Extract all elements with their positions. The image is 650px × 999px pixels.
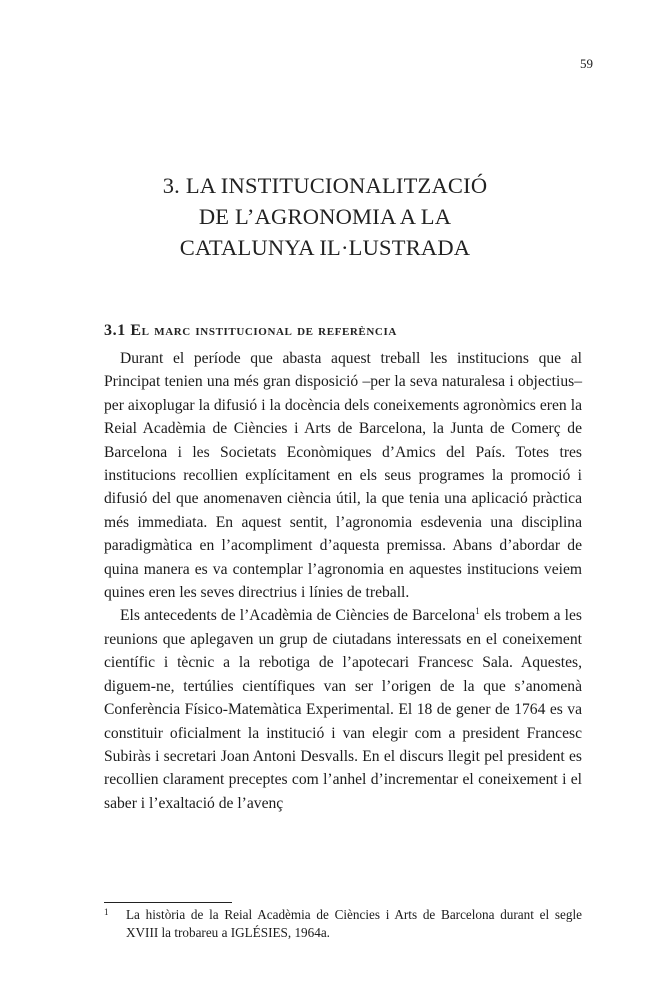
chapter-title xyxy=(0,170,650,263)
paragraph-1: Durant el període que abasta aquest treball les institucions que al Principat tenien una més gran disposició –per la seva naturalesa i objectius– per aixoplugar la difusió i la docència dels coneixements agronòmics eren la Reial Acadèmia de Ciències i Arts de Barcelona, la Junta de Comerç de Barcelona i les Societats Econòmiques d’Amics del País. Totes tres institucions recollien explícitament en els seus programes la promoció i difusió del que anomenaven ciència útil, la que tenia una aplicació pràctica més immediata. En aquest sentit, l’agronomia esdevenia una disciplina paradigmàtica en l’acompliment d’aquesta premissa. Abans d’abordar de quina manera es va contemplar l’agronomia en aquestes institucions veiem quines eren les seves directrius i línies de treball. xyxy=(104,350,582,602)
footnote-divider xyxy=(104,902,232,903)
footnote-reference: 1 xyxy=(475,606,480,617)
chapter-title-line-1: 3. LA INSTITUCIONALITZACIÓ xyxy=(162,173,488,198)
footnote-text: La història de la Reial Acadèmia de Ciències i Arts de Barcelona durant el segle XVIII la trobareu a IGLÉSIES, 1964a. xyxy=(126,907,582,940)
footnote-number: 1 xyxy=(104,907,109,917)
paragraph-2-start: Els antecedents de l’Acadèmia de Ciències de Barcelona xyxy=(120,607,476,625)
paragraph-2-rest: els trobem a les reunions que aplegaven un grup de ciutadans interessats en el coneixement científic i tècnic a la rebotiga de l’apotecari Francesc Sala. Aquestes, diguem-ne, tertúlies científiques van ser l’origen de la que s’anomenà Conferència Físico-Matemàtica Experimental. El 18 de gener de 1764 es va constituir oficialment la institució i van elegir com a president Francesc Subiràs i secretari Joan Antoni Desvalls. En el discurs llegit pel president es recollien clarament preceptes com l’anhel d’incrementar el coneixement i el saber i l’exaltació de l’avenç xyxy=(104,607,582,812)
chapter-title-line-2: DE L’AGRONOMIA A LA xyxy=(198,204,452,229)
footnote xyxy=(104,906,582,941)
paragraph-2 xyxy=(104,604,582,815)
section-heading: 3.1 El marc institucional de referència xyxy=(104,322,397,339)
chapter-title-line-3: CATALUNYA IL·LUSTRADA xyxy=(179,235,471,260)
body-text xyxy=(104,347,582,815)
page-number: 59 xyxy=(580,56,593,71)
